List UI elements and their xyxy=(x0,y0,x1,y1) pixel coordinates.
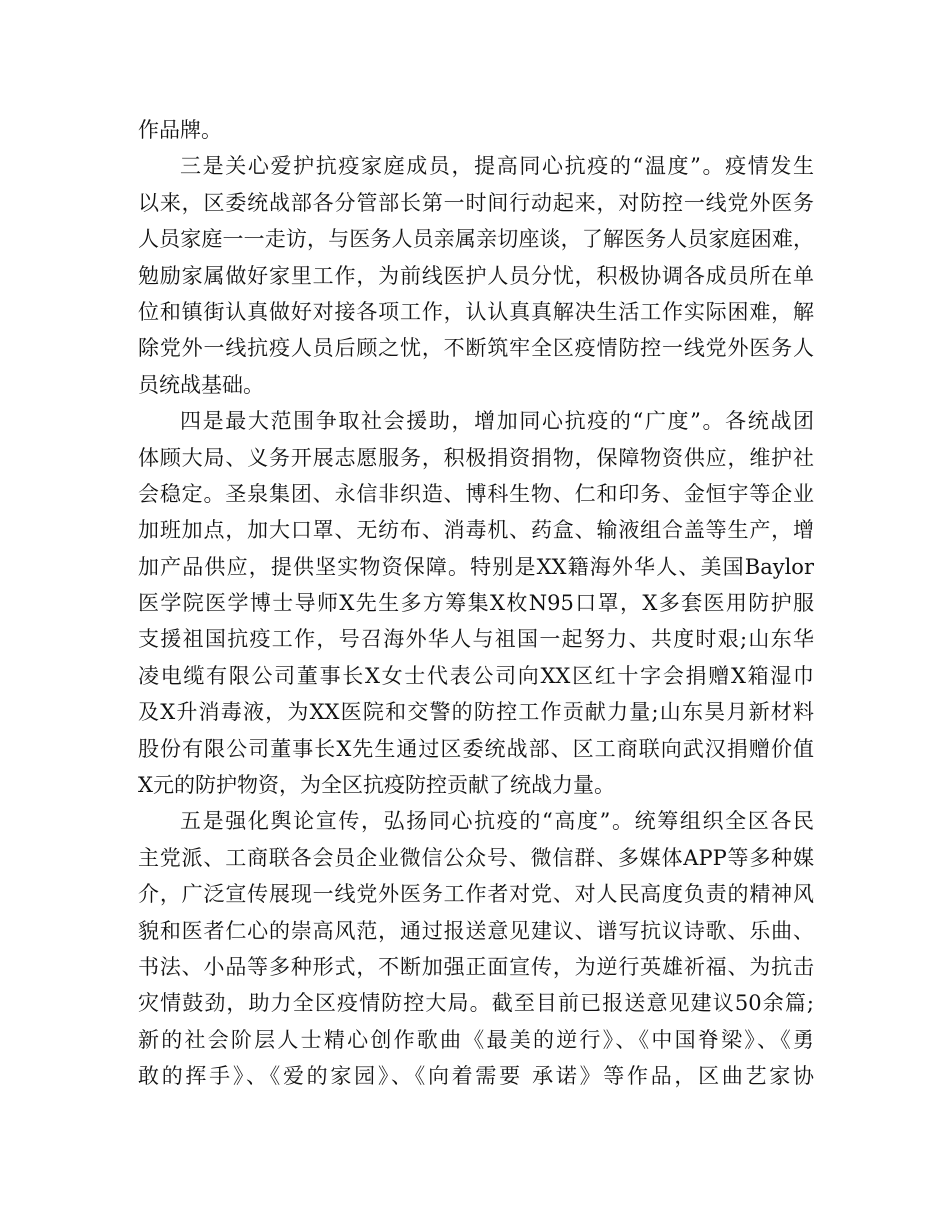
text-line-15: 支援祖国抗疫工作，号召海外华人与祖国一起努力、共度时艰;山东华 xyxy=(138,627,814,652)
text-line-22: 介，广泛宣传展现一线党外医务工作者对党、对人民高度负责的精神风 xyxy=(138,882,814,907)
document-body xyxy=(138,112,814,1095)
text-line-9: 四是最大范围争取社会援助，增加同心抗疫的“广度”。各统战团 xyxy=(180,409,814,434)
text-line-8: 员统战基础。 xyxy=(138,372,264,397)
text-line-17: 及X升消毒液，为XX医院和交警的防控工作贡献力量;山东昊月新材料 xyxy=(138,700,814,725)
text-line-12: 加班加点，加大口罩、无纺布、消毒机、药盒、输液组合盖等生产，增 xyxy=(138,518,814,543)
text-line-5: 勉励家属做好家里工作，为前线医护人员分忧，积极协调各成员所在单 xyxy=(138,263,814,288)
text-line-25: 灾情鼓劲，助力全区疫情防控大局。截至目前已报送意见建议50余篇; xyxy=(138,991,814,1016)
text-line-3: 以来，区委统战部各分管部长第一时间行动起来，对防控一线党外医务 xyxy=(138,190,814,215)
text-line-20: 五是强化舆论宣传，弘扬同心抗疫的“高度”。统筹组织全区各民 xyxy=(180,809,814,834)
text-line-18: 股份有限公司董事长X先生通过区委统战部、区工商联向武汉捐赠价值 xyxy=(138,736,814,761)
text-line-2: 三是关心爱护抗疫家庭成员，提高同心抗疫的“温度”。疫情发生 xyxy=(180,154,814,179)
text-line-24: 书法、小品等多种形式，不断加强正面宣传，为逆行英雄祈福、为抗击 xyxy=(138,954,814,979)
text-line-10: 体顾大局、义务开展志愿服务，积极捐资捐物，保障物资供应，维护社 xyxy=(138,445,814,470)
text-line-1: 作品牌。 xyxy=(138,118,222,142)
text-line-14: 医学院医学博士导师X先生多方筹集X枚N95口罩，X多套医用防护服 xyxy=(138,591,814,616)
text-line-7: 除党外一线抗疫人员后顾之忧，不断筑牢全区疫情防控一线党外医务人 xyxy=(138,336,814,361)
text-line-11: 会稳定。圣泉集团、永信非织造、博科生物、仁和印务、金恒宇等企业 xyxy=(138,481,814,506)
text-line-27: 敢的挥手》、《爱的家园》、《向着需要 承诺》等作品，区曲艺家协 xyxy=(138,1064,814,1089)
text-line-4: 人员家庭一一走访，与医务人员亲属亲切座谈，了解医务人员家庭困难， xyxy=(138,227,814,252)
text-line-13: 加产品供应，提供坚实物资保障。特别是XX籍海外华人、美国Baylor xyxy=(138,554,814,579)
text-line-6: 位和镇街认真做好对接各项工作，认认真真解决生活工作实际困难，解 xyxy=(138,299,814,324)
text-line-26: 新的社会阶层人士精心创作歌曲《最美的逆行》、《中国脊梁》、《勇 xyxy=(138,1027,814,1052)
text-line-23: 貌和医者仁心的崇高风范，通过报送意见建议、谱写抗议诗歌、乐曲、 xyxy=(138,918,814,943)
text-line-16: 凌电缆有限公司董事长X女士代表公司向XX区红十字会捐赠X箱湿巾 xyxy=(138,663,814,688)
text-line-19: X元的防护物资，为全区抗疫防控贡献了统战力量。 xyxy=(138,773,615,798)
text-line-21: 主党派、工商联各会员企业微信公众号、微信群、多媒体APP等多种媒 xyxy=(138,845,814,870)
